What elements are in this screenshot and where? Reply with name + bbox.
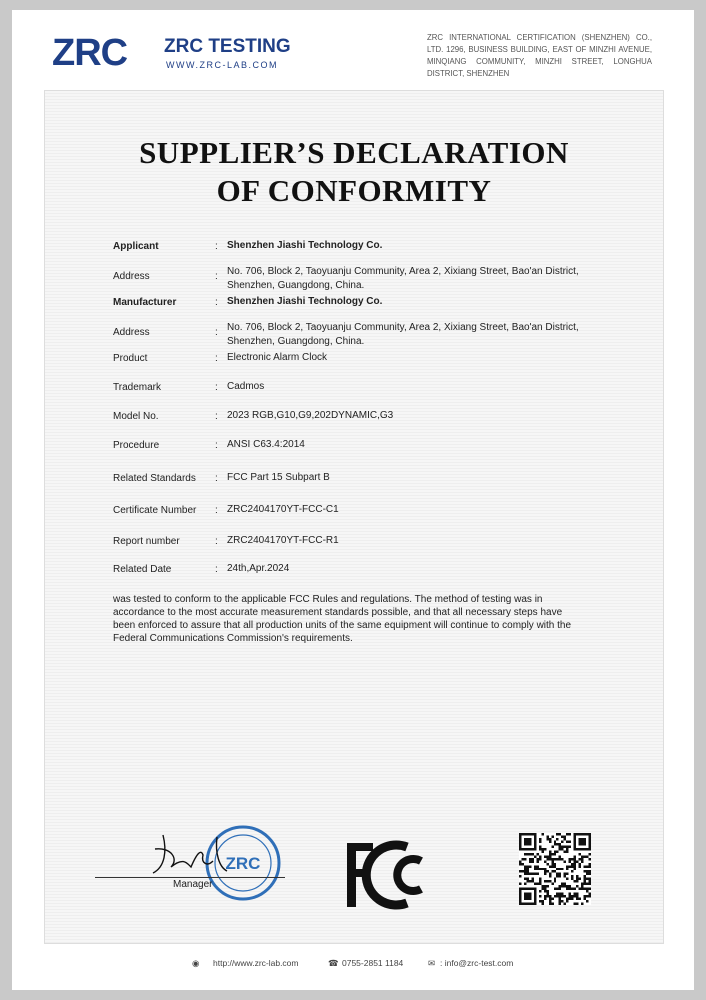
fcc-logo-icon (343, 839, 433, 911)
globe-icon: ◉ (192, 958, 200, 968)
field-label: Address (113, 271, 150, 282)
zrc-logo (52, 32, 291, 88)
field-colon: : (215, 473, 218, 484)
field-colon: : (215, 353, 218, 364)
logo-mark: ZRC (52, 32, 128, 74)
company-address: ZRC INTERNATIONAL CERTIFICATION (SHENZHEN) CO., LTD. 1296, BUSINESS BUILDING, EAST OF MINZHI AVENUE, MINQIANG COMMUNITY, MINZHI STREET, LONGHUA DISTRICT, SHENZHEN (427, 33, 652, 78)
field-label: Manufacturer (113, 297, 177, 308)
field-colon: : (215, 297, 218, 308)
field-value: Cadmos (227, 381, 265, 392)
field-colon: : (215, 505, 218, 516)
field-colon: : (215, 564, 218, 575)
conformity-statement: was tested to conform to the applicable FCC Rules and regulations. The method of testing was in accordance to the most accurate measurement standards possible, and that all necessary steps have been enforced to assure that all production units of the same equipment will continue to comply with the Federal Communications Commission's requirements. (113, 594, 572, 644)
footer-email: : info@zrc-test.com (440, 958, 514, 968)
field-colon: : (215, 382, 218, 393)
field-label: Applicant (113, 241, 159, 252)
document-title-line2: OF CONFORMITY (216, 173, 492, 208)
field-colon: : (215, 327, 218, 338)
field-value: Shenzhen Jiashi Technology Co. (227, 240, 383, 251)
field-colon: : (215, 536, 218, 547)
field-label: Trademark (113, 382, 161, 393)
field-label: Address (113, 327, 150, 338)
field-colon: : (215, 241, 218, 252)
document-title-line1: SUPPLIER’S DECLARATION (139, 135, 569, 170)
field-label: Certificate Number (113, 505, 197, 516)
field-value: Electronic Alarm Clock (227, 352, 328, 363)
field-label: Related Date (113, 564, 172, 575)
field-value: Shenzhen Jiashi Technology Co. (227, 296, 383, 307)
stamp-text: ZRC (225, 854, 261, 873)
field-colon: : (215, 411, 218, 422)
certificate-page (12, 10, 694, 990)
mail-icon: ✉ (428, 958, 436, 968)
field-label: Procedure (113, 440, 160, 451)
field-label: Report number (113, 536, 180, 547)
field-value: ANSI C63.4:2014 (227, 439, 305, 450)
phone-icon: ☎ (328, 958, 339, 968)
signatory-role: Manager (173, 879, 213, 890)
logo-title: ZRC TESTING (164, 36, 291, 57)
field-colon: : (215, 271, 218, 282)
field-value: 24th,Apr.2024 (227, 563, 290, 574)
footer-phone: 0755-2851 1184 (342, 958, 404, 968)
handwritten-signature-icon (141, 823, 251, 883)
qr-code-icon (519, 833, 591, 905)
field-value: 2023 RGB,G10,G9,202DYNAMIC,G3 (227, 410, 394, 421)
certificate-body (44, 90, 664, 944)
footer-website: http://www.zrc-lab.com (213, 958, 299, 968)
signature-line (95, 877, 285, 878)
field-label: Model No. (113, 411, 159, 422)
signature-block (95, 821, 295, 921)
logo-url: WWW.ZRC-LAB.COM (166, 60, 278, 70)
field-value: FCC Part 15 Subpart B (227, 472, 330, 483)
field-value: ZRC2404170YT-FCC-R1 (227, 535, 339, 546)
field-value: No. 706, Block 2, Taoyuanju Community, Area 2, Xixiang Street, Bao'an District, Shenzhen, Guangdong, China. (227, 322, 579, 347)
field-value: ZRC2404170YT-FCC-C1 (227, 504, 339, 515)
field-label: Related Standards (113, 473, 196, 484)
field-value: No. 706, Block 2, Taoyuanju Community, Area 2, Xixiang Street, Bao'an District, Shenzhen, Guangdong, China. (227, 266, 579, 291)
field-label: Product (113, 353, 148, 364)
field-colon: : (215, 440, 218, 451)
